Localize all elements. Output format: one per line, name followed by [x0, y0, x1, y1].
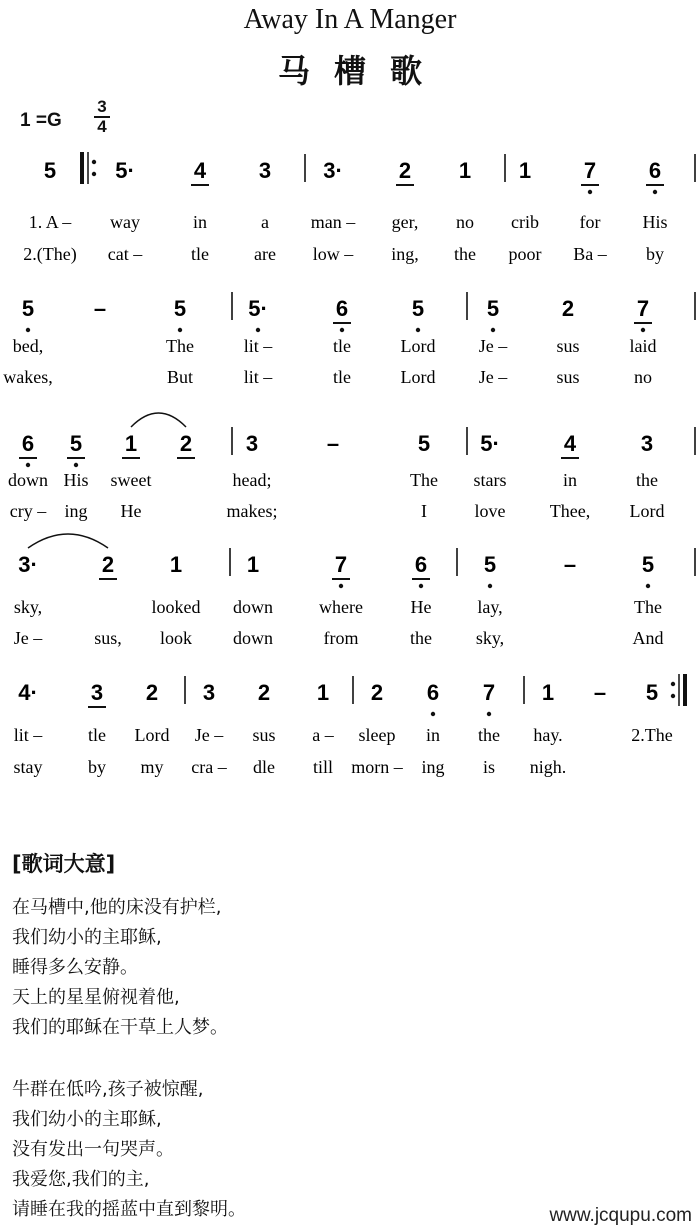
- score-note: 3: [202, 680, 216, 705]
- score-note: 5·: [480, 431, 500, 456]
- score-note: 1: [316, 680, 330, 705]
- lyric-syllable: tle: [333, 367, 351, 387]
- lyric-syllable: Je –: [478, 367, 508, 387]
- lyric-syllable: wakes,: [3, 367, 53, 387]
- lyrics-line: 天上的星星俯视着他,: [12, 987, 180, 1008]
- lyric-syllable: till: [312, 757, 334, 777]
- lyric-syllable: 1. A –: [28, 212, 72, 232]
- score-note: –: [593, 680, 607, 705]
- score-note: 7: [334, 552, 348, 577]
- repeat-dot: [671, 694, 675, 698]
- time-signature-top: 3: [97, 97, 107, 116]
- lyric-syllable: in: [425, 725, 441, 745]
- note-low-dot: [419, 584, 423, 588]
- repeat-dot: [671, 682, 675, 686]
- score-note: 2: [561, 296, 575, 321]
- note-low-dot: [340, 328, 344, 332]
- score-note: 4: [193, 158, 207, 183]
- score-note: 6: [414, 552, 428, 577]
- note-low-dot: [416, 328, 420, 332]
- lyric-syllable: down: [233, 597, 273, 617]
- time-signature-bottom: 4: [97, 117, 107, 136]
- score-note: 3·: [18, 552, 38, 577]
- lyric-syllable: sweet: [110, 470, 152, 490]
- score-note: 6: [335, 296, 349, 321]
- lyric-syllable: morn –: [351, 757, 403, 777]
- score-note: 2: [101, 552, 115, 577]
- score-note: 5: [173, 296, 187, 321]
- key-signature: 1 =G: [20, 110, 62, 131]
- song-title-english: Away In A Manger: [243, 4, 457, 35]
- lyric-syllable: dle: [253, 757, 275, 777]
- lyric-syllable: nigh.: [529, 757, 567, 777]
- lyric-syllable: Lord: [400, 336, 436, 356]
- lyric-syllable: His: [642, 212, 668, 232]
- score-note: 1: [458, 158, 472, 183]
- lyric-syllable: hay.: [533, 725, 563, 745]
- lyric-syllable: ing,: [391, 244, 419, 264]
- lyric-syllable: a: [261, 212, 269, 232]
- lyric-syllable: cra –: [191, 757, 227, 777]
- lyric-syllable: sus: [556, 336, 580, 356]
- score-note: 5: [641, 552, 655, 577]
- lyric-syllable: sus: [556, 367, 580, 387]
- slur-arc: [131, 413, 186, 427]
- lyric-syllable: And: [632, 628, 664, 648]
- lyric-syllable: Lord: [134, 725, 170, 745]
- slur-arc: [28, 534, 108, 548]
- lyric-syllable: laid: [629, 336, 657, 356]
- lyric-syllable: ger,: [391, 212, 419, 232]
- lyrics-line: 牛群在低吟,孩子被惊醒,: [12, 1079, 204, 1100]
- repeat-dot: [92, 172, 96, 176]
- lyric-syllable: where: [319, 597, 363, 617]
- lyric-syllable: poor: [508, 244, 542, 264]
- score-note: 5: [645, 680, 659, 705]
- lyric-syllable: from: [323, 628, 359, 648]
- score-note: 1: [518, 158, 532, 183]
- lyrics-line: 我们的耶稣在干草上人梦。: [12, 1017, 228, 1038]
- lyric-syllable: Lord: [400, 367, 436, 387]
- score-note: 3: [640, 431, 654, 456]
- lyric-syllable: love: [474, 501, 506, 521]
- lyric-syllable: sky,: [475, 628, 505, 648]
- score-note: 1: [541, 680, 555, 705]
- score-note: 6: [648, 158, 662, 183]
- score-note: –: [326, 431, 340, 456]
- lyric-syllable: stars: [473, 470, 507, 490]
- lyric-syllable: sus: [252, 725, 276, 745]
- score-note: 2: [179, 431, 193, 456]
- score-note: 1: [169, 552, 183, 577]
- note-low-dot: [26, 463, 30, 467]
- lyrics-meaning-block-2: [12, 1075, 246, 1225]
- lyric-syllable: crib: [511, 212, 539, 232]
- score-note: 3: [258, 158, 272, 183]
- lyric-syllable: down: [8, 470, 48, 490]
- lyrics-line: 在马槽中,他的床没有护栏,: [12, 897, 222, 918]
- lyric-syllable: His: [63, 470, 89, 490]
- lyric-syllable: I: [421, 501, 427, 521]
- lyric-syllable: lit –: [13, 725, 43, 745]
- lyric-syllable: lit –: [243, 336, 273, 356]
- score-note: 7: [482, 680, 496, 705]
- lyric-syllable: way: [110, 212, 140, 232]
- score-note: 3: [90, 680, 104, 705]
- lyric-syllable: the: [636, 470, 658, 490]
- lyric-syllable: bed,: [12, 336, 44, 356]
- lyric-syllable: look: [159, 628, 193, 648]
- lyrics-meaning-block-1: [12, 893, 228, 1043]
- lyrics-line: 请睡在我的摇蓝中直到黎明。: [12, 1199, 246, 1220]
- song-title-chinese: 马槽歌: [277, 52, 446, 90]
- lyrics-line: 没有发出一句哭声。: [12, 1139, 174, 1160]
- score-note: 5: [43, 158, 57, 183]
- lyric-syllable: my: [140, 757, 164, 777]
- lyric-syllable: ing: [64, 501, 88, 521]
- score-note: 2: [398, 158, 412, 183]
- score-note: –: [563, 552, 577, 577]
- lyric-syllable: 2.(The): [23, 244, 77, 264]
- lyric-syllable: the: [478, 725, 500, 745]
- score-note: 1: [246, 552, 260, 577]
- note-low-dot: [646, 584, 650, 588]
- lyric-syllable: Ba –: [573, 244, 607, 264]
- lyric-syllable: a –: [312, 725, 334, 745]
- lyric-syllable: cat –: [107, 244, 143, 264]
- lyric-syllable: lay,: [477, 597, 503, 617]
- lyric-syllable: He: [120, 501, 142, 521]
- note-low-dot: [491, 328, 495, 332]
- score-note: 5·: [115, 158, 135, 183]
- lyric-syllable: Je –: [13, 628, 43, 648]
- score-note: 7: [583, 158, 597, 183]
- score-note: 4·: [18, 680, 38, 705]
- note-low-dot: [488, 584, 492, 588]
- score-note: 5: [417, 431, 431, 456]
- score-note: 6: [426, 680, 440, 705]
- note-low-dot: [256, 328, 260, 332]
- lyric-syllable: head;: [232, 470, 272, 490]
- score-note: 5: [411, 296, 425, 321]
- lyric-syllable: lit –: [243, 367, 273, 387]
- lyric-syllable: looked: [151, 597, 201, 617]
- lyric-syllable: tle: [333, 336, 351, 356]
- note-low-dot: [641, 328, 645, 332]
- lyric-syllable: low –: [312, 244, 354, 264]
- note-low-dot: [431, 712, 435, 716]
- lyric-syllable: But: [166, 367, 194, 387]
- lyric-syllable: The: [410, 470, 438, 490]
- lyric-syllable: in: [562, 470, 578, 490]
- lyric-syllable: The: [166, 336, 194, 356]
- lyrics-heading: [歌词大意]: [12, 852, 116, 876]
- lyric-syllable: ing: [421, 757, 445, 777]
- note-low-dot: [339, 584, 343, 588]
- lyric-syllable: stay: [13, 757, 43, 777]
- lyric-syllable: are: [254, 244, 276, 264]
- score-note: 3·: [323, 158, 343, 183]
- lyric-syllable: by: [646, 244, 664, 264]
- lyrics-line: 睡得多么安静。: [12, 957, 138, 978]
- lyric-syllable: in: [192, 212, 208, 232]
- lyric-syllable: 2.The: [631, 725, 673, 745]
- note-low-dot: [588, 190, 592, 194]
- lyric-syllable: makes;: [226, 501, 278, 521]
- score-note: 1: [124, 431, 138, 456]
- repeat-dot: [92, 160, 96, 164]
- lyric-syllable: tle: [191, 244, 209, 264]
- score-note: 3: [245, 431, 259, 456]
- score-note: 2: [145, 680, 159, 705]
- lyric-syllable: Lord: [629, 501, 665, 521]
- lyric-syllable: Je –: [194, 725, 224, 745]
- score-note: 5: [483, 552, 497, 577]
- lyric-syllable: by: [88, 757, 106, 777]
- lyrics-line: 我们幼小的主耶稣,: [12, 927, 162, 948]
- score-note: 6: [21, 431, 35, 456]
- lyric-syllable: Je –: [478, 336, 508, 356]
- watermark-url: www.jcqupu.com: [549, 1205, 692, 1226]
- lyric-syllable: Thee,: [549, 501, 591, 521]
- lyric-syllable: cry –: [9, 501, 47, 521]
- note-low-dot: [74, 463, 78, 467]
- score-note: 2: [370, 680, 384, 705]
- note-low-dot: [26, 328, 30, 332]
- score-note: 2: [257, 680, 271, 705]
- lyrics-line: 我们幼小的主耶稣,: [12, 1109, 162, 1130]
- note-low-dot: [487, 712, 491, 716]
- lyric-syllable: the: [454, 244, 476, 264]
- lyric-syllable: the: [410, 628, 432, 648]
- lyric-syllable: man –: [310, 212, 356, 232]
- note-low-dot: [178, 328, 182, 332]
- lyric-syllable: tle: [88, 725, 106, 745]
- lyric-syllable: sleep: [358, 725, 396, 745]
- score-note: 5·: [248, 296, 268, 321]
- score-note: 4: [563, 431, 577, 456]
- score-note: 7: [636, 296, 650, 321]
- lyric-syllable: sus,: [94, 628, 122, 648]
- score-note: 5: [486, 296, 500, 321]
- score-note: –: [93, 296, 107, 321]
- score-note: 5: [21, 296, 35, 321]
- score-note: 5: [69, 431, 83, 456]
- lyric-syllable: is: [482, 757, 496, 777]
- lyric-syllable: for: [579, 212, 601, 232]
- lyric-syllable: down: [233, 628, 273, 648]
- note-low-dot: [653, 190, 657, 194]
- lyric-syllable: sky,: [13, 597, 43, 617]
- lyric-syllable: no: [634, 367, 652, 387]
- lyric-syllable: He: [410, 597, 432, 617]
- lyric-syllable: The: [634, 597, 662, 617]
- lyric-syllable: no: [456, 212, 474, 232]
- lyrics-line: 我爱您,我们的主,: [12, 1169, 150, 1190]
